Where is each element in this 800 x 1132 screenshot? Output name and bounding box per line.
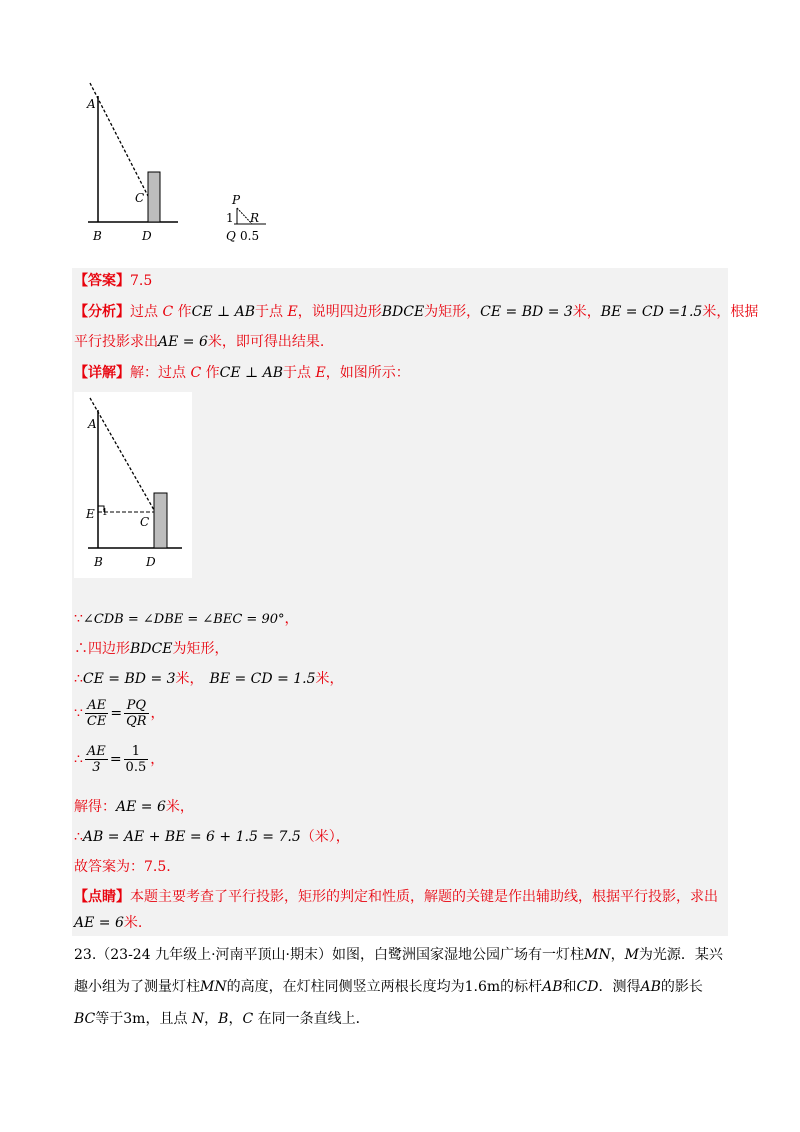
comment-text: 本题主要考查了平行投影，矩形的判定和性质，解题的关键是作出辅助线，根据平行投影，求出 [130,889,718,905]
step-8 [74,858,171,876]
detail-tag: 【详解】 [74,365,130,381]
figure-1 [80,78,280,248]
question-text: ， [228,1011,243,1027]
therefore-symbol: ∴ [74,829,83,845]
equals-sign: = [110,705,123,722]
detail-text: 解：过点 [130,365,191,381]
detail-text: 作 [201,365,220,381]
step-text: 解得： [74,799,116,815]
equation: ∠CDB = ∠DBE = ∠BEC = 90° [82,612,285,627]
question-23-line-3 [74,1010,370,1028]
step-3 [74,670,344,688]
step-6 [74,798,194,816]
question-text: （23-24 九年级上·河南平顶山·期末）如图，白鹭洲国家湿地公园广场有一灯柱 [96,947,584,963]
denominator: 3 [92,760,101,775]
label-half: 0.5 [240,229,260,243]
var-cd: CD [576,979,599,995]
equation: AE = 6 [158,334,208,350]
punctuation: ， [150,705,165,722]
step-2 [74,640,228,658]
quad-bdce: BDCE [381,304,425,320]
answer-value: 7.5 [130,273,153,289]
numerator: AE [86,744,106,759]
therefore-symbol: ∴ [74,671,83,687]
question-text: 在同一条直线上． [253,1011,370,1027]
label-p: P [232,193,241,207]
fraction-ae-3 [85,744,108,775]
question-number: 23. [74,947,97,963]
quad-bdce: BDCE [130,641,173,657]
numerator: PQ [124,698,148,714]
analysis-text: ，说明四边形 [297,304,382,320]
question-text: ， [610,947,625,963]
punctuation: ， [150,751,165,768]
step-7 [74,828,350,846]
detail-text: ，如图所示： [325,365,410,381]
therefore-symbol: ∴ [74,751,83,768]
var-bc: BC [74,1011,96,1027]
building-cd [154,493,167,548]
analysis-text: 过点 [130,304,163,320]
step-4 [74,698,165,738]
point-e: E [315,365,326,381]
label-b: B [94,555,103,569]
denominator: CE [86,714,107,729]
question-23-line-1 [74,946,723,964]
question-text: 趣小组为了测量灯柱 [74,979,200,995]
numerator: 1 [124,744,149,760]
unit: （米）， [300,829,350,845]
numerator: AE [85,698,108,714]
analysis-text: 米， [572,304,601,320]
point-n: N [191,1011,205,1027]
equation: BE = CD = 1.5 [209,671,316,687]
detail-text: 于点 [283,365,316,381]
because-symbol: ∵ [74,611,83,627]
unit: 米. [123,915,143,931]
answer-tag: 【答案】 [74,273,130,289]
figure-2 [74,392,192,578]
label-a: A [87,97,96,111]
analysis-text: 为矩形， [424,304,481,320]
denominator: 0.5 [125,760,147,775]
point-c: C [162,304,174,320]
equation: CE = BD = 3 [82,671,176,687]
label-one: 1 [102,508,108,518]
question-text: 等于 [95,1011,124,1027]
label-e: E [86,507,95,521]
point-e: E [287,304,298,320]
step-5 [74,744,164,784]
equation: AE = 6 [74,915,124,931]
question-text: 的高度，在灯柱同侧竖立两根长度均为 [226,979,465,995]
fraction-1-half [124,744,149,775]
because-symbol: ∵ [74,705,83,722]
label-r: R [250,211,260,225]
analysis-text: 于点 [255,304,288,320]
point-c: C [242,1011,254,1027]
step-text: 四边形 [88,641,130,657]
fraction-ae-ce [85,698,108,729]
building-cd [148,172,160,222]
question-text: 和 [562,979,577,995]
analysis-tag: 【分析】 [74,304,130,320]
var-ab: AB [542,979,563,995]
punctuation: ， [284,611,299,627]
analysis-line-2 [74,333,324,351]
label-c: C [135,191,145,205]
step-text: 为矩形， [172,641,229,657]
equation: AE = 6 [116,799,166,815]
length-value: 1.6m [464,979,501,995]
analysis-text: 米，即可得出结果. [207,334,325,350]
label-c: C [140,515,150,529]
label-d: D [142,229,152,243]
label-b: B [93,229,102,243]
perp-expression: CE ⊥ AB [191,304,256,320]
therefore-symbol: ∴ [74,641,88,657]
question-text: ．测得 [598,979,641,995]
point-b: B [218,1011,229,1027]
analysis-line-1 [74,303,758,321]
var-ab: AB [640,979,661,995]
question-text: 的影长 [660,979,703,995]
analysis-text: 平行投影求出 [74,334,158,350]
label-one: 1 [226,211,234,225]
comment-line-1 [74,888,718,906]
question-text: ，且点 [145,1011,192,1027]
analysis-text: 米，根据 [702,304,759,320]
denominator: QR [126,714,147,729]
equation: BE = CD =1.5 [600,304,703,320]
comment-line-2 [74,914,142,932]
analysis-text: 作 [173,304,192,320]
question-text: 的标杆 [500,979,543,995]
label-a: A [88,417,97,431]
label-q: Q [226,229,236,243]
question-text: 为光源．某兴 [638,947,723,963]
unit: 米， [175,671,204,687]
perp-expression: CE ⊥ AB [219,365,284,381]
fraction-pq-qr [124,698,148,729]
var-m: M [624,947,639,963]
detail-line [74,364,410,382]
step-text: 故答案为：7.5. [74,859,171,875]
answer-line [74,272,152,290]
point-c: C [190,365,202,381]
equals-sign: = [109,751,122,768]
equation: AB = AE + BE = 6 + 1.5 = 7.5 [82,829,301,845]
step-1 [74,610,299,629]
unit: 米， [165,799,194,815]
light-ray [90,398,154,510]
unit: 米， [315,671,344,687]
question-text: ， [204,1011,219,1027]
comment-tag: 【点睛】 [74,889,130,905]
var-mn: MN [583,947,611,963]
var-mn: MN [200,979,227,995]
question-23-line-2 [74,978,703,996]
length-value: 3m [123,1011,146,1027]
equation: CE = BD = 3 [480,304,573,320]
label-d: D [146,555,156,569]
